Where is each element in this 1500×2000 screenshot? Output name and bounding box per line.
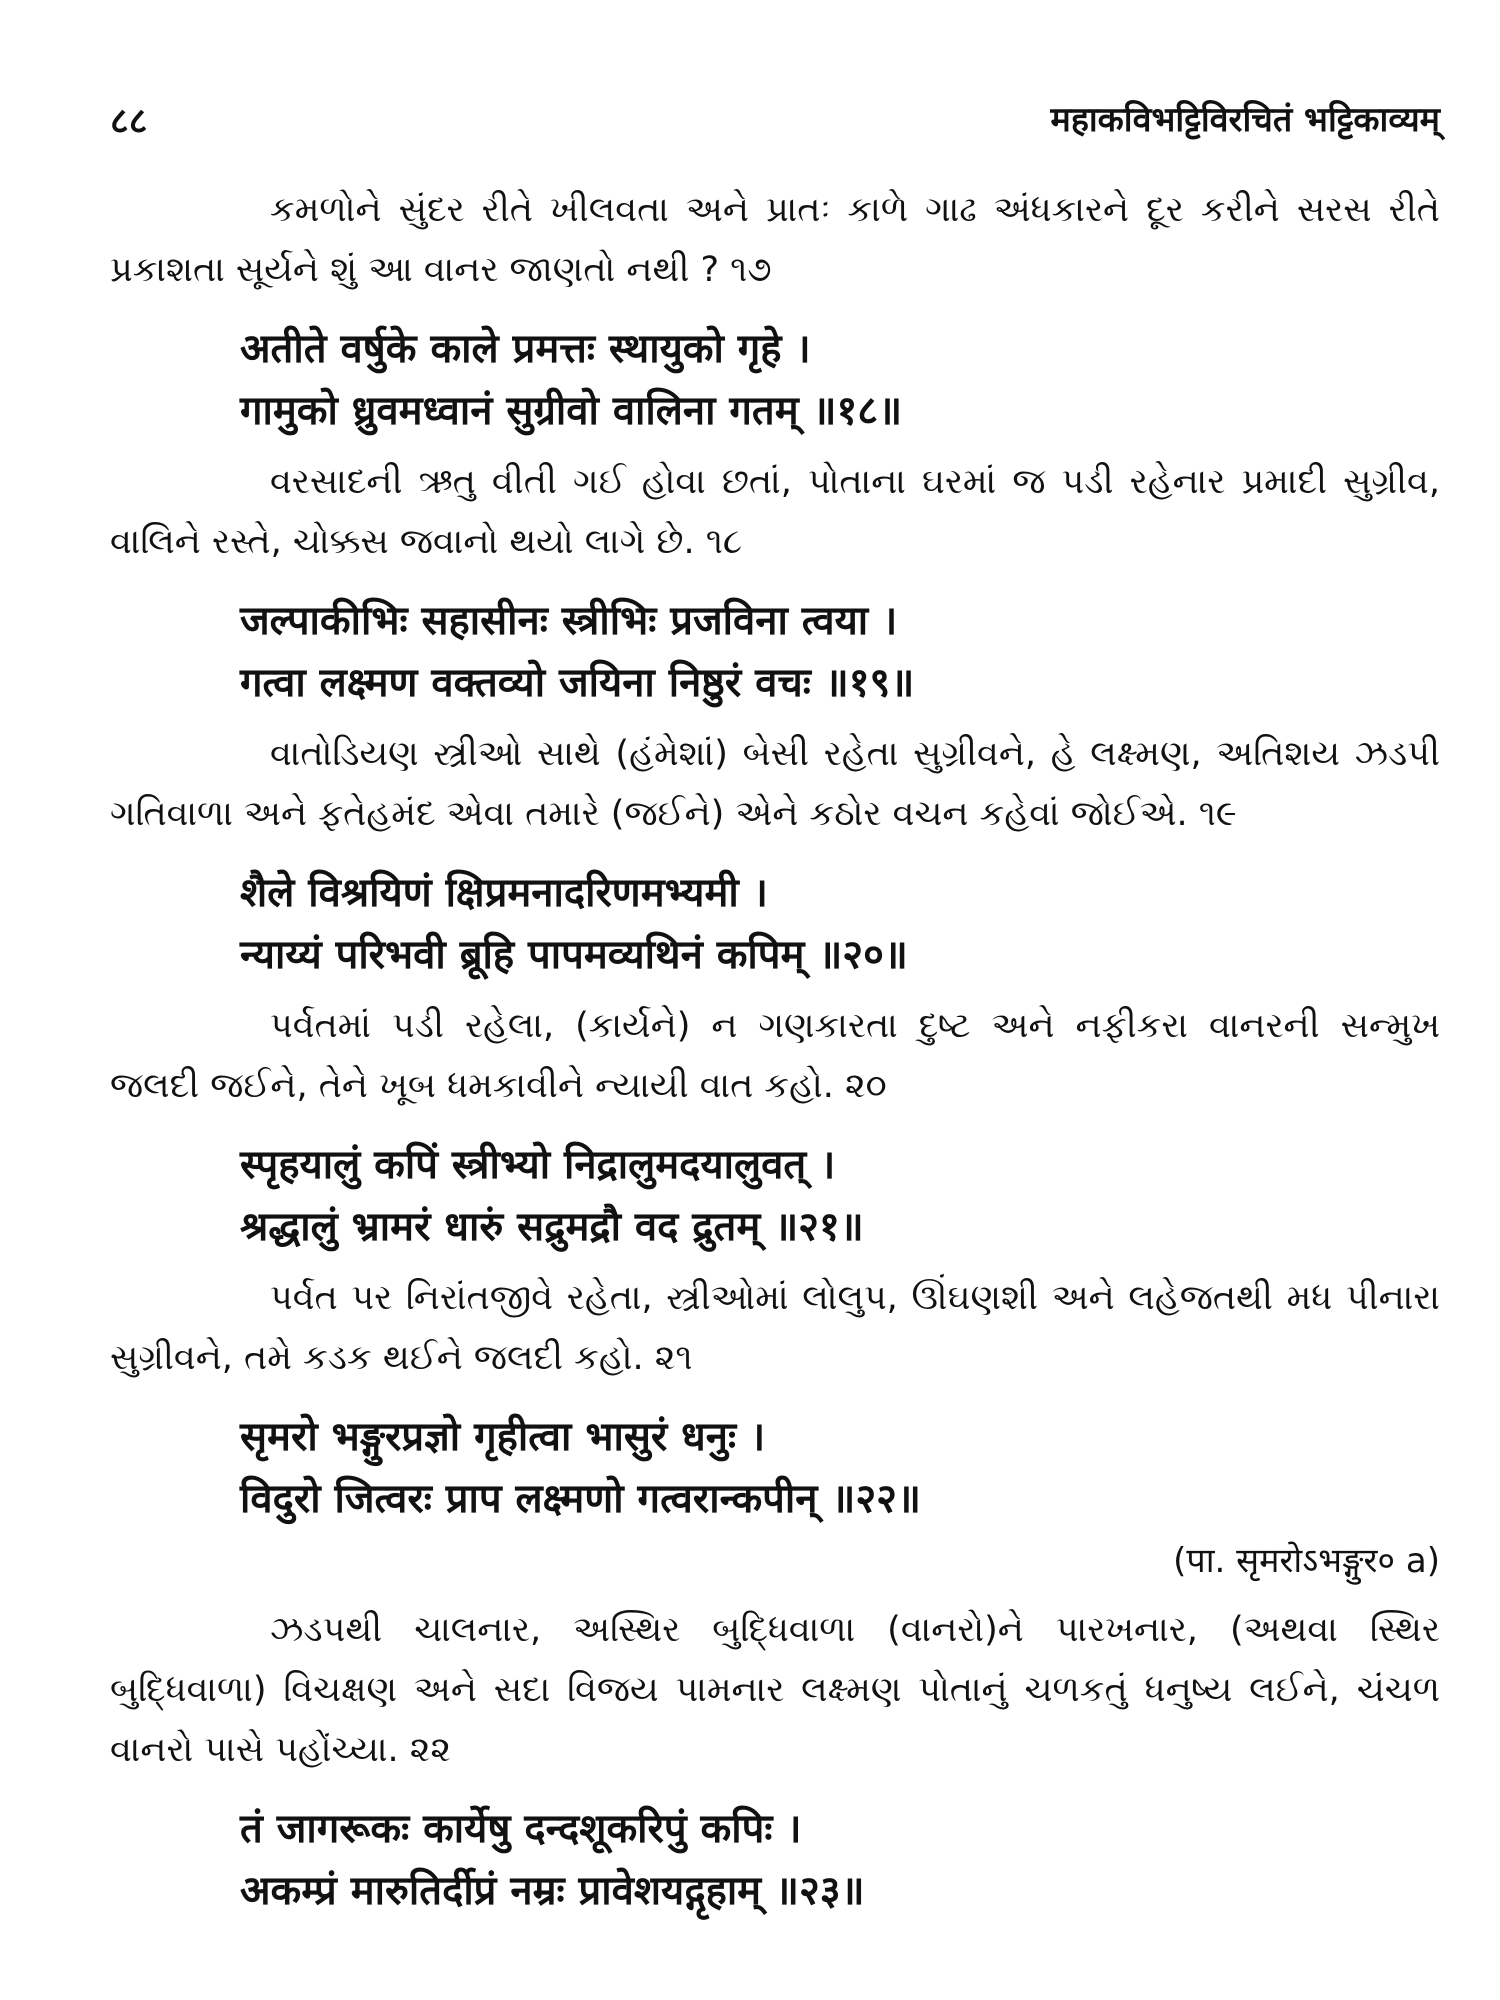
- page-number: ८८: [110, 101, 148, 142]
- running-title: महाकविभट्टिविरचितं भट्टिकाव्यम्: [1050, 100, 1440, 140]
- page-header: [110, 95, 1440, 155]
- translation-19: વાતોડિયણ સ્ત્રીઓ સાથે (હંમેશાં) બેસી રહેતા સુગ્રીવને, હે લક્ષ્મણ, અતિશય ઝડપી ગતિવાળા અને ફતેહમંદ એવા તમારે (જઈને) એને કઠોર વચન કહેવાં જોઈએ. ૧૯: [110, 734, 1440, 834]
- verse-block-20: [110, 862, 1440, 1116]
- translation-20: પર્વતમાં પડી રહેલા, (કાર્યને) ન ગણકારતા દુષ્ટ અને નફીકરા વાનરની સન્મુખ જલદી જઈને, તેને ખૂબ ધમકાવીને ન્યાયી વાત કહો. ૨૦: [110, 1006, 1440, 1106]
- translation-22: ઝડપથી ચાલનાર, અસ્થિર બુદ્ધિવાળા (વાનરો)ને પારખનાર, (અથવા સ્થિર બુદ્ધિવાળા) વિચક્ષણ અને સદા વિજય પામનાર લક્ષ્મણ પોતાનું ચળકતું ધનુષ્ય લઈને, ચંચળ વાનરો પાસે પહોંચ્યા. ૨૨: [110, 1610, 1440, 1770]
- verse-line: विदुरो जित्वरः प्राप लक्ष्मणो गत्वरान्कपीन् ॥२२॥: [240, 1476, 921, 1522]
- verse-line: शैले विश्रयिणं क्षिप्रमनादरिणमभ्यमी ।: [240, 870, 768, 916]
- verse-line: न्याय्यं परिभवी ब्रूहि पापमव्यथिनं कपिम् ॥२०॥: [240, 932, 908, 978]
- sanskrit-verse-22: [240, 1406, 1440, 1530]
- verse-line: तं जागरूकः कार्येषु दन्दशूकरिपुं कपिः ।: [240, 1806, 802, 1852]
- sanskrit-verse-21: [240, 1134, 1440, 1258]
- verse-block-19: [110, 590, 1440, 844]
- verse-line: अतीते वर्षुके काले प्रमत्तः स्थायुको गृहे ।: [240, 326, 811, 372]
- variant-reading-note: (पा. सृमरोऽभङ्गुर० a): [1173, 1541, 1440, 1581]
- verse-line: स्पृहयालुं कपिं स्त्रीभ्यो निद्रालुमदयालुवत् ।: [240, 1142, 836, 1188]
- sanskrit-verse-20: [240, 862, 1440, 986]
- verse-block-23: [110, 1798, 1440, 1922]
- verse-line: अकम्प्रं मारुतिर्दीप्रं नम्रः प्रावेशयद्गृहाम् ॥२३॥: [240, 1868, 865, 1914]
- verse-block-22: [110, 1406, 1440, 1780]
- verse-line: जल्पाकीभिः सहासीनः स्त्रीभिः प्रजविना त्वया ।: [240, 598, 898, 644]
- verse-line: सृमरो भङ्गुरप्रज्ञो गृहीत्वा भासुरं धनुः ।: [240, 1414, 766, 1460]
- sanskrit-verse-19: [240, 590, 1440, 714]
- sanskrit-verse-18: [240, 318, 1440, 442]
- verse-line: गामुको ध्रुवमध्वानं सुग्रीवो वालिना गतम् ॥१८॥: [240, 388, 903, 434]
- translation-17: કમળોને સુંદર રીતે ખીલવતા અને પ્રાતઃ કાળે ગાઢ અંધકારને દૂર કરીને સરસ રીતે પ્રકાશતા સૂર્યને શું આ વાનર જાણતો નથી ? ૧૭: [110, 190, 1440, 290]
- verse-line: गत्वा लक्ष्मण वक्तव्यो जयिना निष्ठुरं वचः ॥१९॥: [240, 660, 915, 706]
- translation-21: પર્વત પર નિરાંતજીવે રહેતા, સ્ત્રીઓમાં લોલુપ, ઊંઘણશી અને લહેજતથી મધ પીનારા સુગ્રીવને, તમે કડક થઈને જલદી કહો. ૨૧: [110, 1278, 1440, 1378]
- verse-block-21: [110, 1134, 1440, 1388]
- verse-line: श्रद्धालुं भ्रामरं धारुं सद्रुमद्रौ वद द्रुतम् ॥२१॥: [240, 1204, 864, 1250]
- translation-18: વરસાદની ઋતુ વીતી ગઈ હોવા છતાં, પોતાના ઘરમાં જ પડી રહેનાર પ્રમાદી સુગ્રીવ, વાલિને રસ્તે, ચોક્કસ જવાનો થયો લાગે છે. ૧૮: [110, 462, 1440, 562]
- verse-block-18: [110, 318, 1440, 572]
- page-body: [110, 180, 1440, 1934]
- sanskrit-verse-23: [240, 1798, 1440, 1922]
